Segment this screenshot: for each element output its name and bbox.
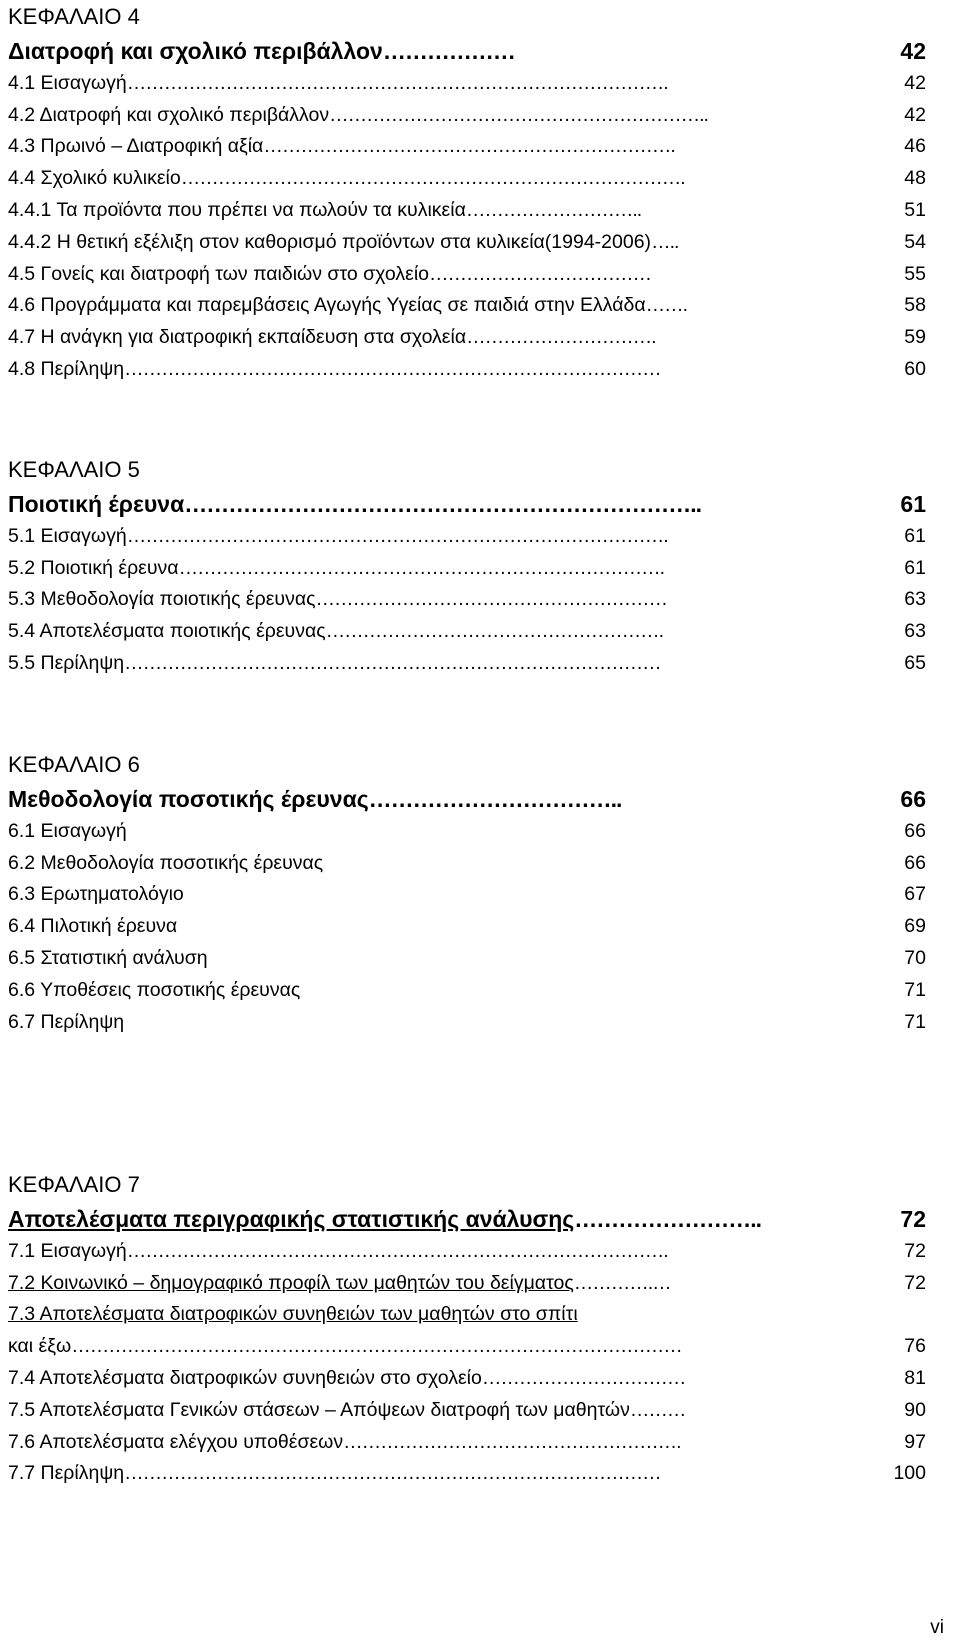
- toc-page-number: 69: [904, 915, 926, 938]
- toc-entry[interactable]: [8, 521, 668, 551]
- toc-entry[interactable]: [8, 1331, 682, 1361]
- toc-entry[interactable]: [8, 100, 708, 130]
- toc-entry-title: 4.4.2 Η θετική εξέλιξη στον καθορισμό προϊόντων στα κυλικεία(1994-2006): [8, 230, 652, 253]
- toc-leader-dots: …….: [645, 294, 688, 317]
- chapter-title-entry[interactable]: [8, 1204, 761, 1234]
- toc-leader-dots: ……………………………..: [368, 786, 622, 812]
- toc-entry[interactable]: [8, 1363, 685, 1393]
- toc-entry[interactable]: [8, 1458, 661, 1488]
- toc-page-number: 72: [904, 1271, 926, 1294]
- toc-entry-title: 4.5 Γονείς και διατροφή των παιδιών στο σχολείο: [8, 262, 429, 285]
- toc-entry[interactable]: [8, 943, 208, 973]
- toc-leader-dots: …………………………………………………………………………….: [126, 71, 668, 94]
- toc-entry-title: 7.7 Περίληψη: [8, 1462, 125, 1485]
- toc-page-number: 61: [904, 524, 926, 547]
- toc-entry-title: 6.5 Στατιστική ανάλυση: [8, 947, 208, 969]
- toc-page-number: 76: [904, 1335, 926, 1358]
- toc-page-number: 63: [904, 588, 926, 611]
- toc-entry[interactable]: [8, 354, 661, 384]
- toc-page-number: 42: [900, 38, 926, 64]
- toc-page-number: 65: [904, 652, 926, 674]
- toc-page-number: 71: [904, 978, 926, 1001]
- toc-entry-title: 7.1 Εισαγωγή: [8, 1239, 127, 1262]
- toc-page-number: 72: [900, 1206, 926, 1232]
- toc-entry[interactable]: [8, 1007, 124, 1037]
- toc-entry-title: 7.4 Αποτελέσματα διατροφικών συνηθειών στο σχολείο: [8, 1367, 482, 1389]
- toc-entry-title: Μεθοδολογία ποσοτικής έρευνας: [8, 786, 369, 812]
- toc-page-number: 63: [904, 620, 926, 643]
- toc-entry[interactable]: [8, 322, 656, 352]
- toc-entry[interactable]: [8, 879, 184, 909]
- toc-entry-title: 4.6 Προγράμματα και παρεμβάσεις Αγωγής Υγείας σε παιδιά στην Ελλάδα: [8, 294, 646, 317]
- toc-entry-title: 4.7 Η ανάγκη για διατροφική εκπαίδευση στα σχολεία: [8, 326, 467, 349]
- toc-leader-dots: ………………: [382, 38, 515, 64]
- toc-leader-dots: ………………………………: [429, 262, 651, 285]
- toc-leader-dots: …..: [651, 230, 679, 253]
- toc-entry-title: 4.4.1 Τα προϊόντα που πρέπει να πωλούν τα κυλικεία: [8, 199, 466, 221]
- toc-leader-dots: ……………………………………………….: [325, 620, 664, 643]
- toc-leader-dots: ………………………..: [465, 199, 642, 221]
- toc-leader-dots: …………………………………………………: [315, 588, 667, 611]
- toc-entry-title: 5.4 Αποτελέσματα ποιοτικής έρευνας: [8, 620, 326, 643]
- toc-entry[interactable]: [8, 648, 661, 678]
- toc-page-number: 60: [904, 358, 926, 380]
- chapter-heading: ΚΕΦΑΛΑΙΟ 4: [8, 4, 140, 29]
- toc-leader-dots: ……………………………………………………………………………: [124, 652, 661, 674]
- chapter-title-entry[interactable]: [8, 36, 515, 66]
- toc-leader-dots: ……………………………: [481, 1367, 686, 1389]
- toc-entry[interactable]: [8, 553, 664, 583]
- toc-entry-title: 5.3 Μεθοδολογία ποιοτικής έρευνας: [8, 588, 316, 611]
- toc-entry[interactable]: [8, 290, 687, 320]
- toc-leader-dots: ……………………………………………………………………….: [180, 167, 685, 190]
- toc-page-number: 61: [904, 556, 926, 579]
- toc-page-number: 46: [904, 135, 926, 158]
- toc-leader-dots: ………….…: [573, 1271, 671, 1294]
- toc-entry-title: 4.8 Περίληψη: [8, 358, 125, 380]
- toc-entry-title: 6.7 Περίληψη: [8, 1010, 125, 1033]
- toc-entry-title: 6.3 Ερωτηματολόγιο: [8, 883, 184, 906]
- toc-page-number: 51: [904, 199, 926, 221]
- toc-entry[interactable]: [8, 1427, 681, 1457]
- toc-page-number: 97: [904, 1430, 926, 1453]
- toc-page-number: 66: [900, 786, 926, 812]
- toc-entry[interactable]: [8, 1299, 578, 1329]
- toc-leader-dots: ……………………………………………………………..: [184, 491, 701, 517]
- chapter-heading: ΚΕΦΑΛΑΙΟ 6: [8, 752, 140, 777]
- toc-entry-title: 4.2 Διατροφή και σχολικό περιβάλλον: [8, 103, 330, 126]
- toc-page-number: 81: [904, 1367, 926, 1389]
- chapter-heading: ΚΕΦΑΛΑΙΟ 7: [8, 1172, 140, 1197]
- toc-page-number: 72: [904, 1239, 926, 1262]
- toc-leader-dots: ………………………….: [466, 326, 656, 349]
- toc-page-number: 59: [904, 326, 926, 349]
- toc-entry[interactable]: [8, 68, 668, 98]
- toc-entry[interactable]: [8, 816, 127, 846]
- page-number: vi: [930, 1617, 944, 1638]
- toc-entry[interactable]: [8, 1236, 668, 1266]
- toc-entry-title: Διατροφή και σχολικό περιβάλλον: [8, 38, 383, 64]
- toc-leader-dots: ……………………………………………………………………………: [124, 358, 661, 380]
- toc-entry-title: 6.6 Υποθέσεις ποσοτικής έρευνας: [8, 978, 301, 1001]
- toc-page-number: 58: [904, 294, 926, 317]
- toc-page-number: 100: [893, 1462, 926, 1485]
- toc-leader-dots: ……………………..: [574, 1206, 761, 1232]
- toc-entry[interactable]: [8, 195, 641, 225]
- toc-entry-title: 7.6 Αποτελέσματα ελέγχου υποθέσεων: [8, 1430, 344, 1453]
- toc-leader-dots: ………: [629, 1398, 686, 1421]
- toc-entry-title: 7.2 Κοινωνικό – δημογραφικό προφίλ των μαθητών του δείγματος: [8, 1271, 574, 1294]
- toc-page-number: 54: [904, 230, 926, 253]
- toc-leader-dots: ……………………………………………………………………………: [124, 1462, 661, 1485]
- toc-entry-title: 4.3 Πρωινό – Διατροφική αξία: [8, 135, 264, 158]
- toc-page-number: 70: [904, 947, 926, 969]
- chapter-title-entry[interactable]: [8, 489, 701, 519]
- toc-entry-title: 4.4 Σχολικό κυλικείο: [8, 167, 181, 190]
- toc-entry[interactable]: [8, 227, 678, 257]
- toc-leader-dots: ……………………………………………….: [343, 1430, 681, 1453]
- toc-entry-title: 5.1 Εισαγωγή: [8, 524, 127, 547]
- toc-page-number: 66: [904, 819, 926, 842]
- toc-entry-title: 6.2 Μεθοδολογία ποσοτικής έρευνας: [8, 851, 324, 874]
- toc-page-number: 61: [900, 491, 926, 517]
- toc-entry-title: 6.4 Πιλοτική έρευνα: [8, 915, 178, 938]
- toc-entry-title: 5.5 Περίληψη: [8, 652, 125, 674]
- toc-entry[interactable]: [8, 848, 323, 878]
- toc-leader-dots: …………………………………………………………………………….: [126, 1239, 668, 1262]
- toc-entry[interactable]: [8, 131, 675, 161]
- toc-entry-title: 4.1 Εισαγωγή: [8, 71, 127, 94]
- toc-entry[interactable]: [8, 1268, 671, 1298]
- toc-leader-dots: ………………………………………………………………………………………: [71, 1335, 682, 1358]
- chapter-heading: ΚΕΦΑΛΑΙΟ 5: [8, 457, 140, 482]
- toc-entry[interactable]: [8, 975, 300, 1005]
- toc-entry[interactable]: [8, 1395, 685, 1425]
- toc-page-number: 55: [904, 262, 926, 285]
- toc-entry-title: και έξω: [8, 1335, 72, 1358]
- toc-entry[interactable]: [8, 259, 651, 289]
- toc-page-number: 42: [904, 71, 926, 94]
- toc-entry[interactable]: [8, 584, 667, 614]
- toc-page-number: 42: [904, 103, 926, 126]
- toc-leader-dots: ……………………………………………………..: [329, 103, 708, 126]
- toc-page-number: 67: [904, 883, 926, 906]
- toc-entry[interactable]: [8, 911, 177, 941]
- toc-entry-title: 7.5 Αποτελέσματα Γενικών στάσεων – Απόψεων διατροφή των μαθητών: [8, 1398, 630, 1421]
- toc-leader-dots: …………………………………………………………………….: [178, 556, 664, 579]
- toc-leader-dots: …………………………………………………………………………….: [126, 524, 668, 547]
- toc-entry-title: 5.2 Ποιοτική έρευνα: [8, 556, 179, 579]
- toc-entry-title: 6.1 Εισαγωγή: [8, 819, 127, 842]
- toc-entry[interactable]: [8, 163, 685, 193]
- toc-page-number: 48: [904, 167, 926, 190]
- toc-leader-dots: ………………………………………………………….: [263, 135, 675, 158]
- toc-page-number: 90: [904, 1398, 926, 1421]
- toc-page-number: 71: [904, 1010, 926, 1033]
- toc-page-number: 66: [904, 851, 926, 874]
- chapter-title-entry[interactable]: [8, 784, 621, 814]
- toc-entry-title: Αποτελέσματα περιγραφικής στατιστικής ανάλυσης: [8, 1206, 575, 1232]
- toc-entry-title: 7.3 Αποτελέσματα διατροφικών συνηθειών των μαθητών στο σπίτι: [8, 1303, 578, 1326]
- toc-entry-title: Ποιοτική έρευνα: [8, 491, 185, 517]
- toc-entry[interactable]: [8, 616, 663, 646]
